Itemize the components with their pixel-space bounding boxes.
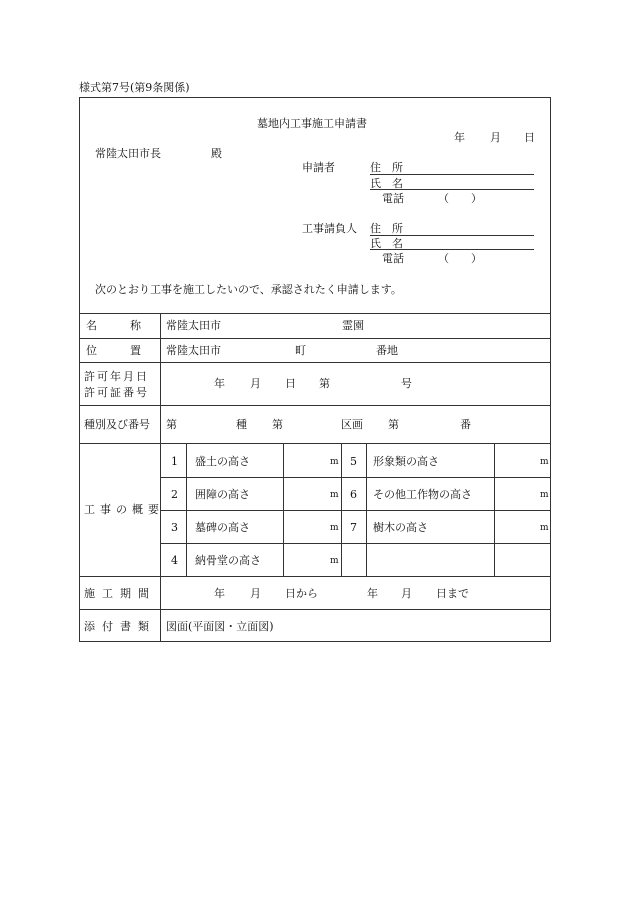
work-item-number: 7: [350, 521, 357, 534]
work-item-number: 6: [350, 488, 357, 501]
addressee-name: 常陸太田市長: [95, 147, 161, 160]
contractor-address-line: [370, 235, 534, 236]
unit-column-divider: [283, 443, 284, 576]
permit-dai: 第: [319, 377, 330, 390]
num-column-divider: [186, 443, 187, 576]
work-item-name: 樹木の高さ: [373, 521, 428, 534]
work-item-unit: m: [330, 490, 339, 500]
contractor-address-label[interactable]: 住 所: [370, 222, 403, 235]
period-month-end: 月: [401, 587, 412, 600]
work-item-unit: m: [540, 523, 549, 533]
period-from: 日から: [285, 587, 318, 600]
work-item-unit: m: [330, 523, 339, 533]
contractor-role: 工事請負人: [302, 222, 357, 235]
row-divider: [79, 405, 551, 406]
unit-column-divider: [494, 443, 495, 576]
contractor-name-line: [370, 249, 534, 250]
work-item-name: 形象類の高さ: [373, 455, 439, 468]
applicant-name-line: [370, 189, 534, 190]
application-form: [79, 97, 551, 642]
work-item-unit: m: [540, 490, 549, 500]
label-column-divider: [160, 313, 161, 642]
form-number-label: 様式第7号(第9条関係): [79, 81, 190, 94]
contractor-phone-label[interactable]: 電話: [382, 252, 404, 265]
work-item-number: 4: [171, 554, 178, 567]
mid-column-divider: [341, 443, 342, 576]
work-item-number: 5: [350, 455, 357, 468]
location-row-city: 常陸太田市: [166, 344, 221, 357]
work-item-name: 盛土の高さ: [195, 455, 250, 468]
work-item-unit: m: [540, 457, 549, 467]
applicant-phone-paren: （ ）: [438, 192, 482, 205]
applicant-role: 申請者: [302, 161, 335, 174]
work-item-number: 2: [171, 488, 178, 501]
work-item-number: 1: [171, 455, 178, 468]
period-year-start: 年: [214, 587, 225, 600]
type-kukaku: 区画: [341, 418, 363, 431]
form-title: 墓地内工事施工申請書: [257, 117, 367, 130]
permit-month: 月: [250, 377, 261, 390]
location-row-label: 位 置: [86, 344, 141, 357]
contractor-phone-paren: （ ）: [438, 252, 482, 265]
permit-number-suffix: 号: [401, 377, 412, 390]
contractor-name-label[interactable]: 氏 名: [370, 237, 403, 250]
row-divider: [79, 443, 551, 444]
work-item-name: 墓碑の高さ: [195, 521, 250, 534]
type-dai-1: 第: [166, 418, 177, 431]
work-item-number: 3: [171, 521, 178, 534]
applicant-address-line: [370, 174, 534, 175]
type-shu: 種: [236, 418, 247, 431]
applicant-address-label[interactable]: 住 所: [370, 161, 403, 174]
request-statement: 次のとおり工事を施工したいので、承認されたく申請します。: [95, 283, 402, 296]
period-to: 日まで: [436, 587, 469, 600]
work-item-unit: m: [330, 457, 339, 467]
row-divider: [79, 576, 551, 577]
row-divider: [79, 362, 551, 363]
work-item-name: 囲障の高さ: [195, 488, 250, 501]
subrow-divider: [160, 477, 551, 478]
type-row-label: 種別及び番号: [84, 418, 150, 431]
date-day: 日: [524, 131, 535, 144]
applicant-phone-label[interactable]: 電話: [382, 192, 404, 205]
work-item-name: 納骨堂の高さ: [195, 554, 261, 567]
name-row-label: 名 称: [86, 319, 141, 332]
applicant-name-label[interactable]: 氏 名: [370, 177, 403, 190]
table-top-border: [79, 313, 551, 314]
type-dai-3: 第: [388, 418, 399, 431]
type-ban: 番: [460, 418, 471, 431]
period-row-label: 施工期間: [84, 587, 156, 600]
attachment-row-label: 添付書類: [84, 620, 156, 633]
row-divider: [79, 609, 551, 610]
date-year: 年: [454, 131, 465, 144]
location-row-lot: 番地: [376, 344, 398, 357]
location-row-town: 町: [295, 344, 306, 357]
subrow-divider: [160, 543, 551, 544]
num-column-divider: [366, 443, 367, 576]
permit-day: 日: [285, 377, 296, 390]
name-row-city: 常陸太田市: [166, 319, 221, 332]
name-row-suffix: 霊園: [342, 319, 364, 332]
subrow-divider: [160, 510, 551, 511]
row-divider: [79, 338, 551, 339]
period-year-end: 年: [367, 587, 378, 600]
date-month: 月: [490, 131, 501, 144]
work-summary-label: 工事の概要: [84, 503, 164, 516]
work-item-unit: m: [330, 556, 339, 566]
permit-date-label: 許可年月日: [84, 370, 149, 383]
permit-year: 年: [214, 377, 225, 390]
attachment-value: 図面(平面図・立面図): [166, 620, 274, 633]
period-month-start: 月: [250, 587, 261, 600]
work-item-name: その他工作物の高さ: [373, 488, 472, 501]
type-dai-2: 第: [272, 418, 283, 431]
permit-number-label: 許可証番号: [84, 386, 149, 399]
addressee-honorific: 殿: [211, 147, 222, 160]
